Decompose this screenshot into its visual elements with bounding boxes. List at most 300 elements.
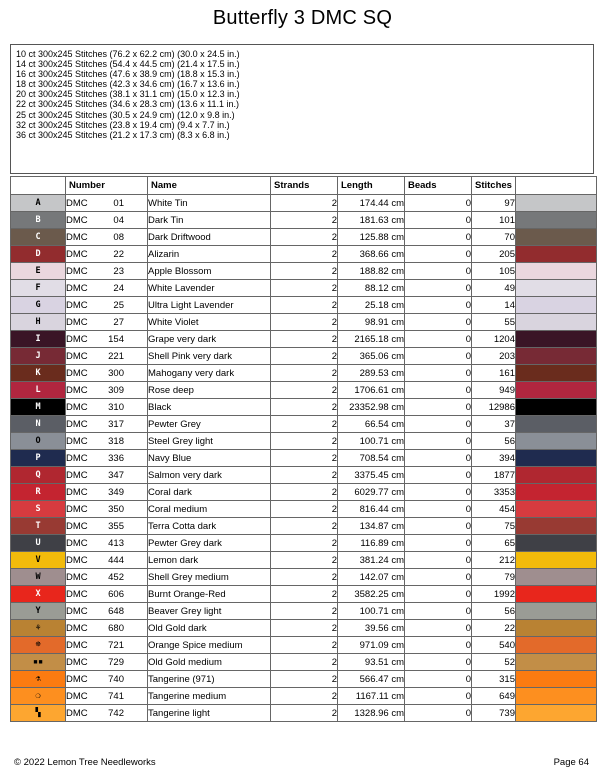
strands-cell: 2 <box>271 263 338 280</box>
number-cell <box>66 518 148 535</box>
symbol-cell: M <box>11 399 66 416</box>
length-cell: 971.09 cm <box>338 637 405 654</box>
fabric-size-line: 36 ct 300x245 Stitches (21.2 x 17.3 cm) (8.3 x 6.8 in.) <box>16 129 230 140</box>
number-cell <box>66 297 148 314</box>
name-cell: Dark Driftwood <box>148 229 271 246</box>
table-row <box>11 671 597 688</box>
color-swatch <box>516 484 597 501</box>
brand-text: DMC <box>66 571 88 583</box>
color-swatch <box>516 416 597 433</box>
number-cell <box>66 365 148 382</box>
color-swatch <box>516 552 597 569</box>
color-swatch <box>516 620 597 637</box>
number-cell <box>66 688 148 705</box>
number-cell <box>66 229 148 246</box>
table-row <box>11 297 597 314</box>
length-cell: 181.63 cm <box>338 212 405 229</box>
symbol-cell: G <box>11 297 66 314</box>
table-row <box>11 450 597 467</box>
table-row <box>11 331 597 348</box>
strands-cell: 2 <box>271 450 338 467</box>
name-cell: White Tin <box>148 195 271 212</box>
beads-cell: 0 <box>405 654 472 671</box>
code-text: 606 <box>108 588 124 600</box>
length-cell: 125.88 cm <box>338 229 405 246</box>
code-text: 04 <box>113 214 124 226</box>
beads-cell: 0 <box>405 297 472 314</box>
symbol-cell: N <box>11 416 66 433</box>
stitches-cell: 739 <box>472 705 516 722</box>
beads-cell: 0 <box>405 484 472 501</box>
symbol-cell: L <box>11 382 66 399</box>
color-swatch <box>516 654 597 671</box>
brand-text: DMC <box>66 520 88 532</box>
color-swatch <box>516 501 597 518</box>
table-row <box>11 552 597 569</box>
beads-cell: 0 <box>405 416 472 433</box>
name-cell: Orange Spice medium <box>148 637 271 654</box>
code-text: 742 <box>108 707 124 719</box>
beads-cell: 0 <box>405 382 472 399</box>
length-cell: 142.07 cm <box>338 569 405 586</box>
beads-cell: 0 <box>405 450 472 467</box>
beads-cell: 0 <box>405 314 472 331</box>
strands-cell: 2 <box>271 637 338 654</box>
strands-cell: 2 <box>271 314 338 331</box>
length-cell: 1167.11 cm <box>338 688 405 705</box>
symbol-cell: J <box>11 348 66 365</box>
number-cell <box>66 314 148 331</box>
name-cell: Salmon very dark <box>148 467 271 484</box>
thread-table <box>10 176 597 722</box>
name-cell: Old Gold dark <box>148 620 271 637</box>
beads-cell: 0 <box>405 246 472 263</box>
symbol-cell: ▚ <box>11 705 66 722</box>
table-row <box>11 637 597 654</box>
code-text: 444 <box>108 554 124 566</box>
number-cell <box>66 195 148 212</box>
header-beads: Beads <box>405 177 472 195</box>
beads-cell: 0 <box>405 433 472 450</box>
code-text: 452 <box>108 571 124 583</box>
table-row <box>11 195 597 212</box>
number-cell <box>66 263 148 280</box>
symbol-cell: E <box>11 263 66 280</box>
stitches-cell: 70 <box>472 229 516 246</box>
table-row <box>11 467 597 484</box>
code-text: 22 <box>113 248 124 260</box>
stitches-cell: 454 <box>472 501 516 518</box>
stitches-cell: 3353 <box>472 484 516 501</box>
color-swatch <box>516 688 597 705</box>
number-cell <box>66 399 148 416</box>
code-text: 413 <box>108 537 124 549</box>
number-cell <box>66 535 148 552</box>
strands-cell: 2 <box>271 297 338 314</box>
fabric-size-line: 22 ct 300x245 Stitches (34.6 x 28.3 cm) (13.6 x 11.1 in.) <box>16 99 239 110</box>
beads-cell: 0 <box>405 705 472 722</box>
stitches-cell: 97 <box>472 195 516 212</box>
symbol-cell: ⚗ <box>11 671 66 688</box>
brand-text: DMC <box>66 333 88 345</box>
strands-cell: 2 <box>271 688 338 705</box>
header-swatch <box>516 177 597 195</box>
symbol-cell: Y <box>11 603 66 620</box>
length-cell: 134.87 cm <box>338 518 405 535</box>
table-row <box>11 212 597 229</box>
symbol-cell: S <box>11 501 66 518</box>
number-cell <box>66 433 148 450</box>
fabric-size-line: 20 ct 300x245 Stitches (38.1 x 31.1 cm) (15.0 x 12.3 in.) <box>16 89 240 100</box>
symbol-cell: A <box>11 195 66 212</box>
brand-text: DMC <box>66 656 88 668</box>
brand-text: DMC <box>66 384 88 396</box>
code-text: 300 <box>108 367 124 379</box>
length-cell: 88.12 cm <box>338 280 405 297</box>
stitches-cell: 1877 <box>472 467 516 484</box>
code-text: 349 <box>108 486 124 498</box>
brand-text: DMC <box>66 282 88 294</box>
stitches-cell: 203 <box>472 348 516 365</box>
code-text: 309 <box>108 384 124 396</box>
symbol-cell: Q <box>11 467 66 484</box>
stitches-cell: 394 <box>472 450 516 467</box>
stitches-cell: 12986 <box>472 399 516 416</box>
stitches-cell: 55 <box>472 314 516 331</box>
name-cell: Burnt Orange-Red <box>148 586 271 603</box>
table-row <box>11 501 597 518</box>
length-cell: 816.44 cm <box>338 501 405 518</box>
number-cell <box>66 280 148 297</box>
beads-cell: 0 <box>405 688 472 705</box>
table-row <box>11 688 597 705</box>
number-cell <box>66 484 148 501</box>
color-swatch <box>516 603 597 620</box>
code-text: 680 <box>108 622 124 634</box>
name-cell: Steel Grey light <box>148 433 271 450</box>
color-swatch <box>516 586 597 603</box>
beads-cell: 0 <box>405 552 472 569</box>
color-swatch <box>516 229 597 246</box>
brand-text: DMC <box>66 673 88 685</box>
beads-cell: 0 <box>405 603 472 620</box>
symbol-cell: F <box>11 280 66 297</box>
symbol-cell: V <box>11 552 66 569</box>
strands-cell: 2 <box>271 416 338 433</box>
code-text: 27 <box>113 316 124 328</box>
code-text: 318 <box>108 435 124 447</box>
brand-text: DMC <box>66 622 88 634</box>
header-number: Number <box>66 177 148 195</box>
length-cell: 23352.98 cm <box>338 399 405 416</box>
brand-text: DMC <box>66 469 88 481</box>
fabric-size-line: 25 ct 300x245 Stitches (30.5 x 24.9 cm) (12.0 x 9.8 in.) <box>16 109 235 120</box>
code-text: 01 <box>113 197 124 209</box>
color-swatch <box>516 518 597 535</box>
length-cell: 365.06 cm <box>338 348 405 365</box>
name-cell: Apple Blossom <box>148 263 271 280</box>
beads-cell: 0 <box>405 569 472 586</box>
header-name: Name <box>148 177 271 195</box>
strands-cell: 2 <box>271 518 338 535</box>
length-cell: 174.44 cm <box>338 195 405 212</box>
name-cell: Coral medium <box>148 501 271 518</box>
brand-text: DMC <box>66 537 88 549</box>
strands-cell: 2 <box>271 603 338 620</box>
length-cell: 39.56 cm <box>338 620 405 637</box>
length-cell: 98.91 cm <box>338 314 405 331</box>
code-text: 355 <box>108 520 124 532</box>
fabric-size-line: 16 ct 300x245 Stitches (47.6 x 38.9 cm) (18.8 x 15.3 in.) <box>16 69 240 80</box>
length-cell: 368.66 cm <box>338 246 405 263</box>
color-swatch <box>516 382 597 399</box>
name-cell: Rose deep <box>148 382 271 399</box>
strands-cell: 2 <box>271 382 338 399</box>
symbol-cell: W <box>11 569 66 586</box>
strands-cell: 2 <box>271 433 338 450</box>
table-row <box>11 229 597 246</box>
beads-cell: 0 <box>405 365 472 382</box>
length-cell: 66.54 cm <box>338 416 405 433</box>
symbol-cell: H <box>11 314 66 331</box>
table-row <box>11 484 597 501</box>
number-cell <box>66 637 148 654</box>
fabric-sizes-box <box>10 44 594 174</box>
name-cell: Ultra Light Lavender <box>148 297 271 314</box>
symbol-cell: C <box>11 229 66 246</box>
table-row <box>11 433 597 450</box>
symbol-cell: D <box>11 246 66 263</box>
brand-text: DMC <box>66 316 88 328</box>
name-cell: Lemon dark <box>148 552 271 569</box>
color-swatch <box>516 467 597 484</box>
name-cell: Terra Cotta dark <box>148 518 271 535</box>
stitches-cell: 75 <box>472 518 516 535</box>
name-cell: Tangerine (971) <box>148 671 271 688</box>
table-row <box>11 365 597 382</box>
table-row <box>11 535 597 552</box>
code-text: 721 <box>108 639 124 651</box>
name-cell: Beaver Grey light <box>148 603 271 620</box>
symbol-cell: R <box>11 484 66 501</box>
length-cell: 100.71 cm <box>338 433 405 450</box>
name-cell: Navy Blue <box>148 450 271 467</box>
color-swatch <box>516 450 597 467</box>
color-swatch <box>516 535 597 552</box>
stitches-cell: 1204 <box>472 331 516 348</box>
name-cell: Dark Tin <box>148 212 271 229</box>
code-text: 154 <box>108 333 124 345</box>
beads-cell: 0 <box>405 620 472 637</box>
name-cell: Pewter Grey dark <box>148 535 271 552</box>
name-cell: Black <box>148 399 271 416</box>
brand-text: DMC <box>66 214 88 226</box>
symbol-cell: P <box>11 450 66 467</box>
number-cell <box>66 467 148 484</box>
number-cell <box>66 416 148 433</box>
strands-cell: 2 <box>271 195 338 212</box>
header-length: Length <box>338 177 405 195</box>
length-cell: 566.47 cm <box>338 671 405 688</box>
page-title: Butterfly 3 DMC SQ <box>212 7 393 29</box>
number-cell <box>66 450 148 467</box>
name-cell: Old Gold medium <box>148 654 271 671</box>
number-cell <box>66 552 148 569</box>
beads-cell: 0 <box>405 671 472 688</box>
length-cell: 188.82 cm <box>338 263 405 280</box>
table-row <box>11 569 597 586</box>
brand-text: DMC <box>66 503 88 515</box>
brand-text: DMC <box>66 452 88 464</box>
length-cell: 6029.77 cm <box>338 484 405 501</box>
color-swatch <box>516 365 597 382</box>
color-swatch <box>516 637 597 654</box>
name-cell: Tangerine medium <box>148 688 271 705</box>
stitches-cell: 1992 <box>472 586 516 603</box>
beads-cell: 0 <box>405 518 472 535</box>
strands-cell: 2 <box>271 331 338 348</box>
length-cell: 708.54 cm <box>338 450 405 467</box>
length-cell: 1328.96 cm <box>338 705 405 722</box>
code-text: 24 <box>113 282 124 294</box>
beads-cell: 0 <box>405 195 472 212</box>
brand-text: DMC <box>66 231 88 243</box>
name-cell: Pewter Grey <box>148 416 271 433</box>
header-strands: Strands <box>271 177 338 195</box>
table-row <box>11 246 597 263</box>
symbol-cell: X <box>11 586 66 603</box>
table-row <box>11 705 597 722</box>
brand-text: DMC <box>66 299 88 311</box>
length-cell: 3582.25 cm <box>338 586 405 603</box>
fabric-size-line: 10 ct 300x245 Stitches (76.2 x 62.2 cm) (30.0 x 24.5 in.) <box>16 49 240 59</box>
table-row <box>11 314 597 331</box>
color-swatch <box>516 195 597 212</box>
stitches-cell: 56 <box>472 603 516 620</box>
strands-cell: 2 <box>271 212 338 229</box>
header-symbol <box>11 177 66 195</box>
code-text: 336 <box>108 452 124 464</box>
brand-text: DMC <box>66 690 88 702</box>
brand-text: DMC <box>66 248 88 260</box>
symbol-cell: B <box>11 212 66 229</box>
number-cell <box>66 382 148 399</box>
color-swatch <box>516 246 597 263</box>
strands-cell: 2 <box>271 484 338 501</box>
beads-cell: 0 <box>405 263 472 280</box>
symbol-cell: O <box>11 433 66 450</box>
number-cell <box>66 331 148 348</box>
strands-cell: 2 <box>271 654 338 671</box>
symbol-cell: ⚘ <box>11 620 66 637</box>
symbol-cell: I <box>11 331 66 348</box>
stitches-cell: 22 <box>472 620 516 637</box>
table-row <box>11 603 597 620</box>
table-row <box>11 654 597 671</box>
strands-cell: 2 <box>271 671 338 688</box>
strands-cell: 2 <box>271 229 338 246</box>
stitches-cell: 49 <box>472 280 516 297</box>
brand-text: DMC <box>66 639 88 651</box>
brand-text: DMC <box>66 197 88 209</box>
number-cell <box>66 246 148 263</box>
length-cell: 2165.18 cm <box>338 331 405 348</box>
strands-cell: 2 <box>271 365 338 382</box>
header-stitches: Stitches <box>472 177 516 195</box>
code-text: 23 <box>113 265 124 277</box>
stitches-cell: 105 <box>472 263 516 280</box>
brand-text: DMC <box>66 707 88 719</box>
table-row <box>11 280 597 297</box>
color-swatch <box>516 331 597 348</box>
page-number: Page 64 <box>553 757 589 768</box>
color-swatch <box>516 705 597 722</box>
symbol-cell: T <box>11 518 66 535</box>
length-cell: 25.18 cm <box>338 297 405 314</box>
name-cell: White Lavender <box>148 280 271 297</box>
name-cell: Tangerine light <box>148 705 271 722</box>
strands-cell: 2 <box>271 280 338 297</box>
beads-cell: 0 <box>405 399 472 416</box>
length-cell: 381.24 cm <box>338 552 405 569</box>
beads-cell: 0 <box>405 280 472 297</box>
length-cell: 289.53 cm <box>338 365 405 382</box>
table-row <box>11 416 597 433</box>
length-cell: 3375.45 cm <box>338 467 405 484</box>
color-swatch <box>516 263 597 280</box>
beads-cell: 0 <box>405 212 472 229</box>
stitches-cell: 315 <box>472 671 516 688</box>
length-cell: 1706.61 cm <box>338 382 405 399</box>
beads-cell: 0 <box>405 467 472 484</box>
stitches-cell: 212 <box>472 552 516 569</box>
code-text: 310 <box>108 401 124 413</box>
name-cell: Coral dark <box>148 484 271 501</box>
beads-cell: 0 <box>405 348 472 365</box>
stitches-cell: 949 <box>472 382 516 399</box>
strands-cell: 2 <box>271 246 338 263</box>
stitches-cell: 649 <box>472 688 516 705</box>
table-row <box>11 586 597 603</box>
brand-text: DMC <box>66 588 88 600</box>
color-swatch <box>516 569 597 586</box>
strands-cell: 2 <box>271 620 338 637</box>
symbol-cell: U <box>11 535 66 552</box>
brand-text: DMC <box>66 418 88 430</box>
color-swatch <box>516 399 597 416</box>
symbol-cell: ☸ <box>11 637 66 654</box>
color-swatch <box>516 314 597 331</box>
symbol-cell: K <box>11 365 66 382</box>
name-cell: Shell Grey medium <box>148 569 271 586</box>
strands-cell: 2 <box>271 569 338 586</box>
name-cell: Mahogany very dark <box>148 365 271 382</box>
stitches-cell: 101 <box>472 212 516 229</box>
brand-text: DMC <box>66 486 88 498</box>
symbol-cell: ❍ <box>11 688 66 705</box>
number-cell <box>66 348 148 365</box>
table-row <box>11 620 597 637</box>
code-text: 741 <box>108 690 124 702</box>
symbol-cell: ▪▪ <box>11 654 66 671</box>
table-row <box>11 518 597 535</box>
number-cell <box>66 603 148 620</box>
fabric-size-line: 14 ct 300x245 Stitches (54.4 x 44.5 cm) (21.4 x 17.5 in.) <box>16 59 240 70</box>
fabric-size-line: 18 ct 300x245 Stitches (42.3 x 34.6 cm) (16.7 x 13.6 in.) <box>16 79 240 90</box>
brand-text: DMC <box>66 367 88 379</box>
strands-cell: 2 <box>271 705 338 722</box>
stitches-cell: 37 <box>472 416 516 433</box>
